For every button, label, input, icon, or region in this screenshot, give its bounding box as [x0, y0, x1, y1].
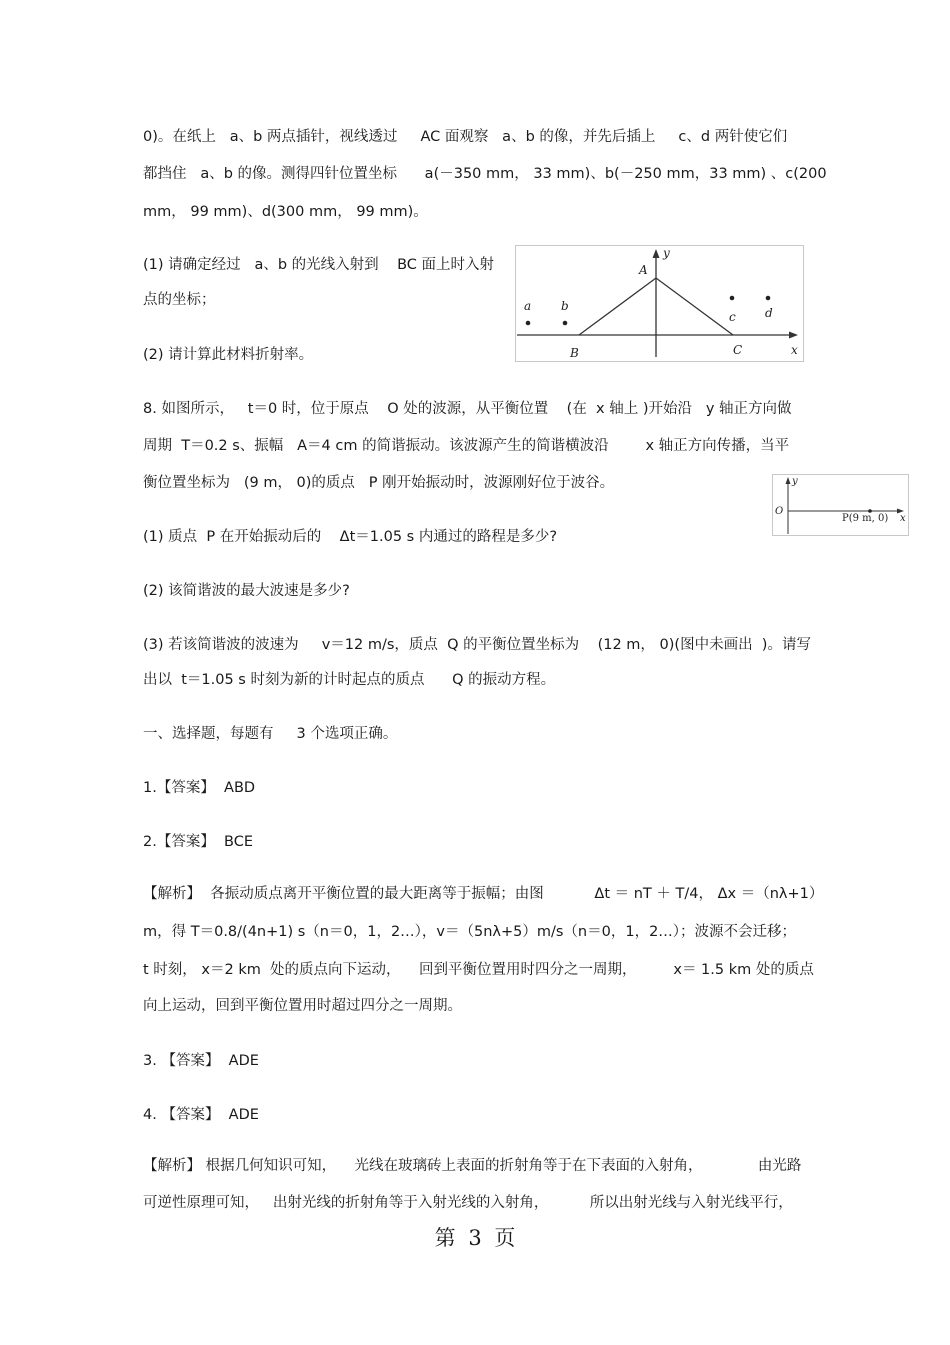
text-line: 可逆性原理可知， 出射光线的折射角等于入射光线的入射角， 所以出射光线与入射光线平行，: [143, 1195, 793, 1211]
text-line: (1) 质点 P 在开始振动后的 Δt＝1.05 s 内通过的路程是多少?: [143, 529, 558, 545]
label-C: C: [733, 343, 743, 357]
label-B: B: [570, 346, 579, 360]
label-y: y: [792, 476, 798, 487]
text-line: 周期 T＝0.2 s、振幅 A＝4 cm 的简谐振动。该波源产生的简谐横波沿 x 轴正方向传播，当平: [143, 438, 790, 454]
text-line: 1.【答案】 ABD: [143, 780, 256, 796]
label-O: O: [775, 506, 784, 517]
text-line: (2) 请计算此材料折射率。: [143, 347, 314, 363]
label-b: b: [561, 299, 569, 313]
text-line: 衡位置坐标为 (9 m， 0)的质点 P 刚开始振动时，波源刚好位于波谷。: [143, 475, 615, 491]
text-line: (2) 该简谐波的最大波速是多少?: [143, 583, 350, 599]
text-line: mm， 99 mm)、d(300 mm， 99 mm)。: [143, 204, 428, 220]
text-line: 3. 【答案】 ADE: [143, 1053, 259, 1069]
prism-diagram: [515, 245, 805, 363]
pin-d: [766, 296, 771, 301]
text-line: 【解析】 根据几何知识可知， 光线在玻璃砖上表面的折射角等于在下表面的入射角， 由光路: [143, 1158, 802, 1174]
label-d: d: [765, 306, 773, 320]
label-y: y: [663, 246, 670, 260]
wave-axis-diagram-svg: [772, 474, 910, 537]
label-A: A: [639, 263, 648, 277]
figure-frame: [516, 246, 804, 362]
text-line: 出以 t＝1.05 s 时刻为新的计时起点的质点 Q 的振动方程。: [143, 672, 556, 688]
page-number: 第 3 页: [434, 1226, 516, 1250]
x-axis-arrow: [789, 332, 798, 339]
wave-axis-diagram: [772, 474, 910, 537]
text-line: 8. 如图所示， t＝0 时，位于原点 O 处的波源，从平衡位置 (在 x 轴上 )开始沿 y 轴正方向做: [143, 401, 792, 417]
label-P: P(9 m, 0): [842, 513, 889, 524]
text-line: 一、选择题，每题有 3 个选项正确。: [143, 726, 398, 742]
pin-c: [730, 296, 735, 301]
pin-b: [563, 321, 568, 326]
text-line: 点的坐标；: [143, 292, 216, 308]
y-axis-arrow: [786, 477, 791, 484]
text-line: 2.【答案】 BCE: [143, 834, 254, 850]
text-line: m，得 T＝0.8/(4n+1) s（n＝0，1，2…），v＝（5nλ+5）m/s（n＝0，1，2…）；波源不会迁移；: [143, 924, 797, 940]
y-axis-arrow: [653, 249, 660, 258]
text-line: 都挡住 a、b 的像。测得四针位置坐标 a(－350 mm， 33 mm)、b(－250 mm，33 mm) 、c(200: [143, 166, 827, 182]
pin-a: [526, 321, 531, 326]
label-a: a: [524, 299, 532, 313]
prism-diagram-svg: [515, 245, 805, 363]
label-x: x: [791, 343, 798, 357]
text-line: (1) 请确定经过 a、b 的光线入射到 BC 面上时入射: [143, 257, 495, 273]
text-line: 【解析】 各振动质点离开平衡位置的最大距离等于振幅；由图 Δt ＝ nT ＋ T/4， Δx ＝（nλ+1）: [143, 886, 824, 902]
text-line: 4. 【答案】 ADE: [143, 1107, 259, 1123]
label-c: c: [729, 310, 736, 324]
text-line: 向上运动，回到平衡位置用时超过四分之一周期。: [143, 998, 462, 1014]
text-line: 0)。在纸上 a、b 两点插针，视线透过 AC 面观察 a、b 的像，并先后插上 c、d 两针使它们: [143, 129, 788, 145]
text-line: t 时刻， x＝2 km 处的质点向下运动， 回到平衡位置用时四分之一周期， x＝ 1.5 km 处的质点: [143, 962, 814, 978]
label-x: x: [900, 513, 906, 524]
text-line: (3) 若该简谐波的波速为 v＝12 m/s，质点 Q 的平衡位置坐标为 (12 m， 0)(图中未画出 )。请写: [143, 637, 811, 653]
